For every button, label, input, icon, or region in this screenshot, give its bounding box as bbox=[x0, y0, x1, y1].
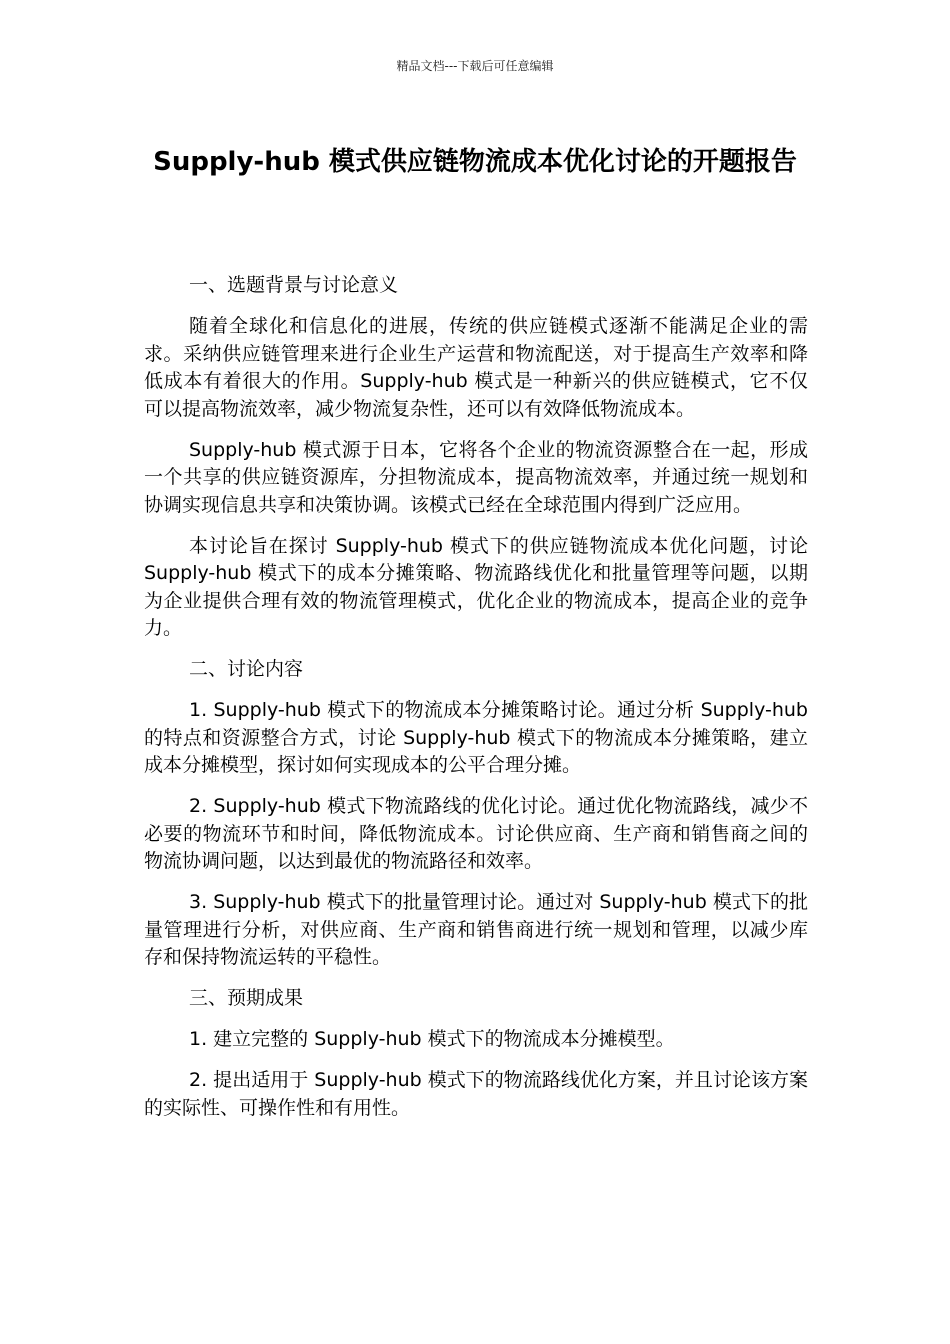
section-heading-background: 一、选题背景与讨论意义 bbox=[189, 274, 399, 296]
paragraph: Supply-hub 模式源于日本，它将各个企业的物流资源整合在一起，形成一个共享的供应链资源库，分担物流成本，提高物流效率，并通过统一规划和协调实现信息共享和决策协调。该模式已经在全球范围内得到广泛应用。 bbox=[144, 438, 808, 516]
list-item: 1. Supply-hub 模式下的物流成本分摊策略讨论。通过分析 Supply-hub 的特点和资源整合方式，讨论 Supply-hub 模式下的物流成本分摊策略，建立成本分摊模型，探讨如何实现成本的公平合理分摊。 bbox=[144, 699, 808, 776]
list-item: 2. Supply-hub 模式下物流路线的优化讨论。通过优化物流路线，减少不必要的物流环节和时间，降低物流成本。讨论供应商、生产商和销售商之间的物流协调问题，以达到最优的物流路径和效率。 bbox=[144, 795, 808, 872]
list-item: 3. Supply-hub 模式下的批量管理讨论。通过对 Supply-hub 模式下的批量管理进行分析，对供应商、生产商和销售商进行统一规划和管理，以减少库存和保持物流运转的平稳性。 bbox=[144, 891, 808, 968]
paragraph: 本讨论旨在探讨 Supply-hub 模式下的供应链物流成本优化问题，讨论 Supply-hub 模式下的成本分摊策略、物流路线优化和批量管理等问题，以期为企业提供合理有效的物流管理模式，优化企业的物流成本，提高企业的竞争力。 bbox=[144, 534, 808, 639]
section-heading-content: 二、讨论内容 bbox=[189, 658, 304, 680]
list-item: 1. 建立完整的 Supply-hub 模式下的物流成本分摊模型。 bbox=[189, 1028, 675, 1050]
document-title: Supply-hub 模式供应链物流成本优化讨论的开题报告 bbox=[153, 147, 797, 177]
section-heading-results: 三、预期成果 bbox=[189, 987, 304, 1009]
header-note: 精品文档---下载后可任意编辑 bbox=[396, 59, 554, 73]
document-body bbox=[144, 272, 808, 1136]
paragraph: 随着全球化和信息化的进展，传统的供应链模式逐渐不能满足企业的需求。采纳供应链管理来进行企业生产运营和物流配送，对于提高生产效率和降低成本有着很大的作用。Supply-hub 模式是一种新兴的供应链模式，它不仅可以提高物流效率，减少物流复杂性，还可以有效降低物流成本。 bbox=[144, 315, 808, 420]
list-item: 2. 提出适用于 Supply-hub 模式下的物流路线优化方案，并且讨论该方案的实际性、可操作性和有用性。 bbox=[144, 1069, 808, 1119]
